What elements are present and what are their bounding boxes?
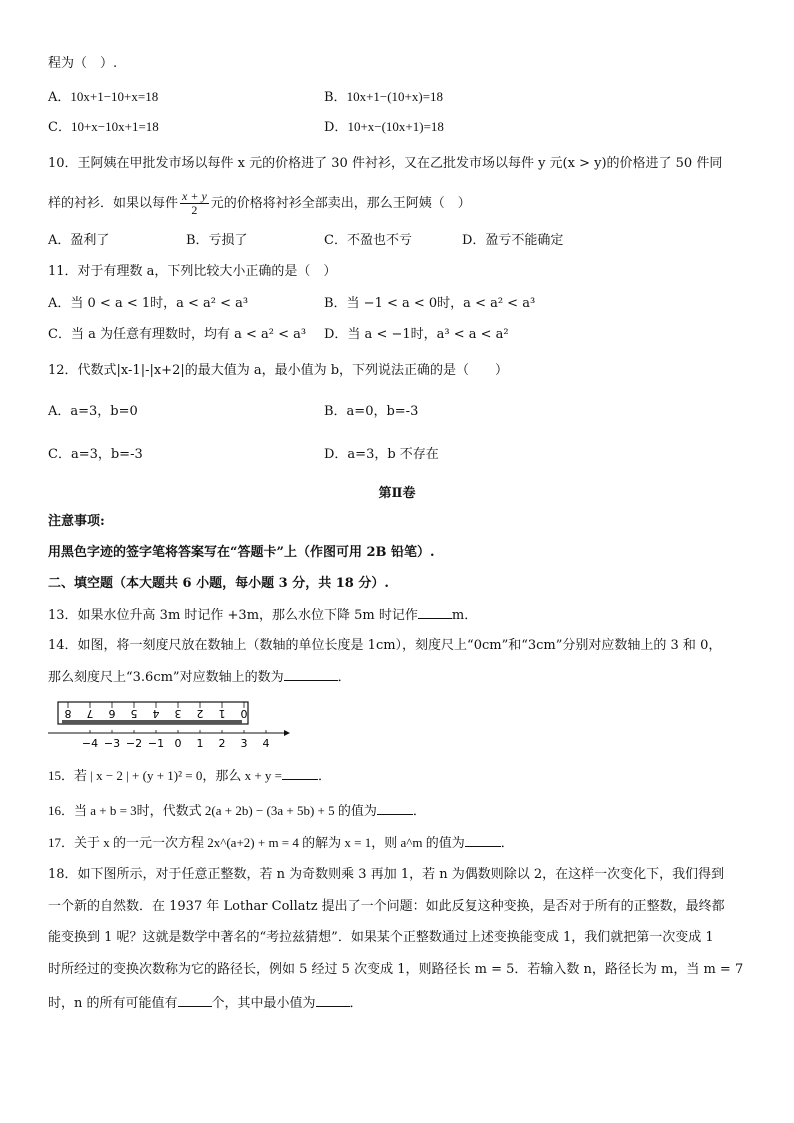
q18-line5 bbox=[48, 994, 363, 1013]
q17 bbox=[48, 834, 514, 853]
number-line-tick-label: 0 bbox=[174, 737, 182, 750]
ruler-label: 3 bbox=[174, 707, 182, 720]
ruler-number-line-figure bbox=[48, 700, 293, 754]
number-line-tick-label: −4 bbox=[81, 737, 99, 750]
q9-stem-tail: 程为（ ）. bbox=[48, 56, 118, 71]
q12-option-b[interactable]: B．a=0，b=-3 bbox=[324, 404, 419, 419]
q12-option-a[interactable]: A．a=3，b=0 bbox=[48, 404, 138, 419]
q10-frac-num: x + y bbox=[182, 189, 207, 203]
q10-option-a[interactable]: A．盈利了 bbox=[48, 233, 110, 248]
number-line-tick-label: −1 bbox=[147, 737, 165, 750]
ruler-label: 4 bbox=[152, 707, 160, 720]
q17-answer-blank[interactable] bbox=[465, 834, 501, 847]
q17-pre: 17．关于 x 的一元一次方程 2x^(a+2) + m = 4 的解为 x = 1，则 a^m 的值为 bbox=[48, 835, 465, 850]
notice-title: 注意事项: bbox=[48, 514, 105, 529]
q9-option-d[interactable]: D．10+x−(10x+1)=18 bbox=[324, 119, 444, 135]
q15-pre: 15．若 | x − 2 | + (y + 1)² = 0，那么 x + y = bbox=[48, 768, 283, 783]
ruler-label: 1 bbox=[218, 707, 226, 720]
q10-line2-pre: 样的衬衫．如果以每件 bbox=[48, 196, 179, 211]
ruler-label: 5 bbox=[130, 707, 138, 720]
q12-option-c[interactable]: C．a=3，b=-3 bbox=[48, 447, 143, 462]
ruler-label: 6 bbox=[108, 707, 116, 720]
q15 bbox=[48, 767, 331, 786]
part-title: 二、填空题（本大题共 6 小题，每小题 3 分，共 18 分）. bbox=[48, 576, 389, 591]
q15-answer-blank[interactable] bbox=[282, 767, 318, 780]
q18-line4: 时所经过的变换次数称为它的路径长，例如 5 经过 5 次变成 1，则路径长 m = 5．若输入数 n，路径长为 m，当 m = 7 bbox=[48, 962, 744, 977]
q18-line5-post: ． bbox=[349, 996, 363, 1011]
q16-answer-blank[interactable] bbox=[377, 802, 413, 815]
q13-post: m． bbox=[451, 608, 478, 623]
q13 bbox=[48, 606, 477, 625]
q10-line2-post: 元的价格将衬衫全部卖出，那么王阿姨（ ） bbox=[210, 196, 471, 211]
q18-line5-pre: 时，n 的所有可能值有 bbox=[48, 996, 178, 1011]
q9-option-c[interactable]: C．10+x−10x+1=18 bbox=[48, 119, 159, 135]
section-title: 第Ⅱ卷 bbox=[378, 486, 416, 501]
q11-option-d[interactable]: D．当 a < −1时，a³ < a < a² bbox=[324, 327, 509, 342]
q14-answer-blank[interactable] bbox=[284, 668, 338, 681]
q12-stem: 12．代数式|x-1|-|x+2|的最大值为 a，最小值为 b，下列说法正确的是（ ） bbox=[48, 363, 509, 378]
q14-line2-pre: 那么刻度尺上“3.6cm”对应数轴上的数为 bbox=[48, 670, 284, 685]
q16 bbox=[48, 802, 426, 821]
q14-line2 bbox=[48, 668, 351, 687]
notice-text: 用黑色字迹的签字笔将答案写在“答题卡”上（作图可用 2B 铅笔）. bbox=[48, 545, 435, 560]
q18-line5-mid: 个，其中最小值为 bbox=[211, 996, 316, 1011]
q18-answer-blank-min[interactable] bbox=[316, 994, 350, 1007]
ruler-label: 2 bbox=[196, 707, 204, 720]
number-line-tick-label: 1 bbox=[196, 737, 204, 750]
q11-option-b[interactable]: B．当 −1 < a < 0时，a < a² < a³ bbox=[324, 296, 536, 311]
q10-option-c[interactable]: C．不盈也不亏 bbox=[324, 233, 412, 248]
number-line-tick-label: 3 bbox=[240, 737, 248, 750]
q11-option-c[interactable]: C．当 a 为任意有理数时，均有 a < a² < a³ bbox=[48, 327, 307, 342]
q18-line1: 18．如下图所示，对于任意正整数，若 n 为奇数则乘 3 再加 1，若 n 为偶数则除以 2，在这样一次变化下，我们得到 bbox=[48, 867, 725, 882]
q10-fraction bbox=[180, 190, 209, 217]
q10-option-b[interactable]: B．亏损了 bbox=[186, 233, 248, 248]
q18-answer-blank-count[interactable] bbox=[178, 994, 212, 1007]
q10-line1: 10．王阿姨在甲批发市场以每件 x 元的价格进了 30 件衬衫，又在乙批发市场以每件 y 元(x > y)的价格进了 50 件同 bbox=[48, 156, 723, 171]
q13-pre: 13．如果水位升高 3m 时记作 +3m，那么水位下降 5m 时记作 bbox=[48, 608, 418, 623]
q9-option-b[interactable]: B．10x+1−(10+x)=18 bbox=[324, 89, 444, 105]
q14-line2-post: ． bbox=[337, 670, 351, 685]
q16-pre: 16．当 a + b = 3时，代数式 2(a + 2b) − (3a + 5b) + 5 的值为 bbox=[48, 803, 377, 818]
q11-option-a[interactable]: A．当 0 < a < 1时，a < a² < a³ bbox=[48, 296, 249, 311]
q15-post: ． bbox=[318, 769, 332, 784]
ruler-label: 7 bbox=[86, 707, 94, 720]
q10-frac-den: 2 bbox=[191, 203, 198, 217]
q11-stem: 11．对于有理数 a，下列比较大小正确的是（ ） bbox=[48, 264, 337, 279]
q18-line3: 能变换到 1 呢？这就是数学中著名的“考拉兹猜想”．如果某个正整数通过上述变换能变成 1，我们就把第一次变成 1 bbox=[48, 930, 714, 945]
q10-option-d[interactable]: D．盈亏不能确定 bbox=[462, 233, 564, 248]
number-line-tick-label: −2 bbox=[125, 737, 143, 750]
number-line-tick-label: 4 bbox=[262, 737, 270, 750]
q13-answer-blank[interactable] bbox=[418, 606, 452, 619]
q14-line1: 14．如图，将一刻度尺放在数轴上（数轴的单位长度是 1cm），刻度尺上“0cm”和“3cm”分别对应数轴上的 3 和 0， bbox=[48, 638, 722, 653]
ruler-label: 0 bbox=[240, 707, 248, 720]
q17-post: ． bbox=[500, 836, 514, 851]
number-line-tick-label: −3 bbox=[103, 737, 121, 750]
q18-line2: 一个新的自然数．在 1937 年 Lothar Collatz 提出了一个问题：如此反复这种变换，是否对于所有的正整数，最终都 bbox=[48, 899, 725, 914]
ruler-label: 8 bbox=[64, 707, 72, 720]
q16-post: ． bbox=[412, 804, 426, 819]
number-line-arrow-icon bbox=[284, 730, 290, 736]
q9-option-a[interactable]: A．10x+1−10+x=18 bbox=[48, 89, 159, 105]
q12-option-d[interactable]: D．a=3，b 不存在 bbox=[324, 447, 439, 462]
number-line-tick-label: 2 bbox=[218, 737, 226, 750]
q10-line2 bbox=[48, 190, 471, 217]
